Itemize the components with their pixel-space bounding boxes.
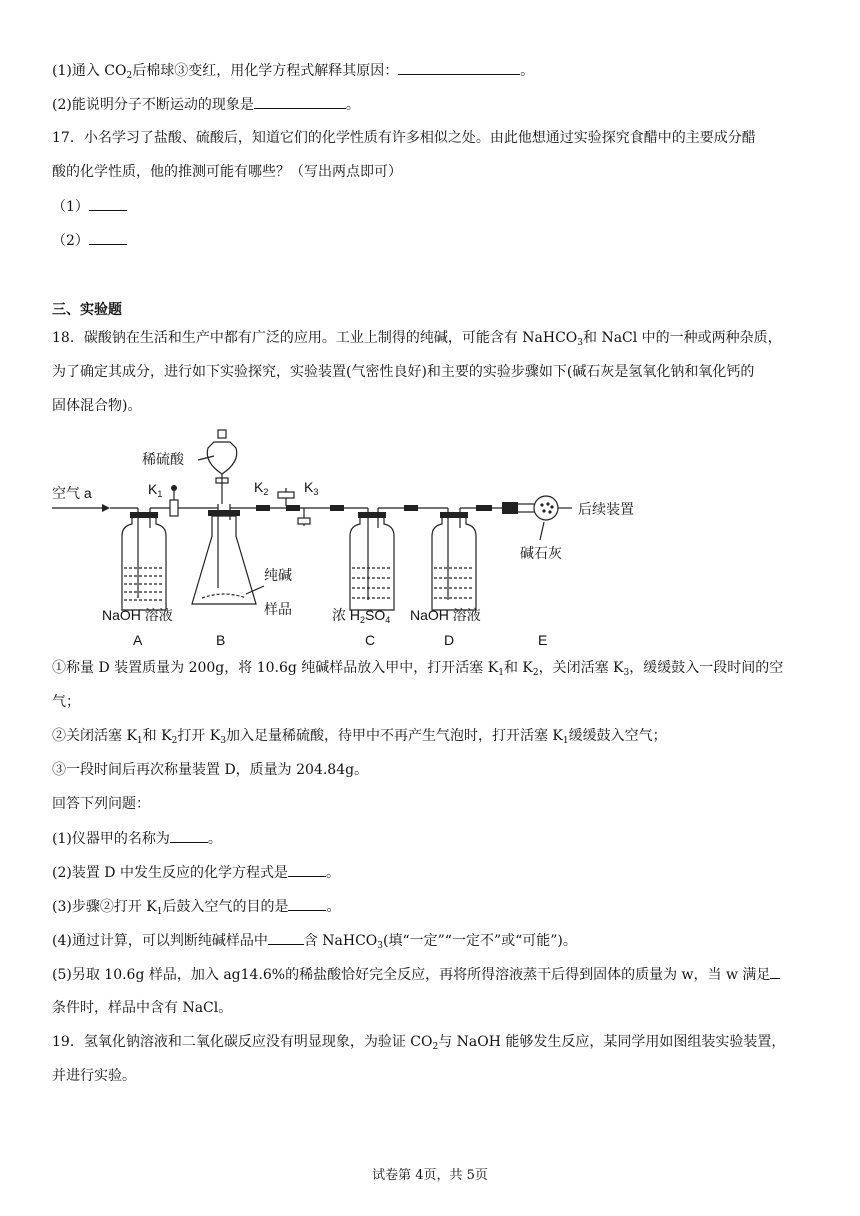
q18-step3	[52, 760, 368, 780]
q18-sub3	[52, 896, 340, 917]
bottle-a	[110, 508, 166, 610]
answer-blank[interactable]	[268, 930, 304, 945]
subq-text: (2)装置 D 中发生反应的化学方程式是	[52, 865, 288, 881]
label-naoh-d: NaOH 溶液	[410, 607, 481, 623]
q16-part1	[52, 60, 534, 81]
bottle-d	[432, 508, 476, 610]
bottle-c	[350, 508, 394, 610]
page-footer	[0, 1164, 860, 1183]
label-sample-1: 纯碱	[264, 567, 292, 583]
q16-p1-text-2: 后棉球③变红，用化学方程式解释其原因：	[132, 63, 399, 79]
letter-a: A	[133, 632, 143, 648]
label-soda-lime: 碱石灰	[520, 545, 562, 561]
subscript: 2	[432, 1042, 439, 1052]
q16-p2-text: (2)能说明分子不断运动的现象是	[52, 97, 254, 113]
punct: 。	[326, 899, 341, 915]
subscript: 3	[577, 338, 583, 348]
flask-b	[192, 504, 256, 604]
step-text: 缓缓鼓入空气；	[568, 728, 667, 744]
q19-text-2: 并进行实验。	[52, 1068, 136, 1084]
q18-step1-cont	[52, 692, 80, 712]
step-text: 和 K	[142, 728, 172, 744]
subscript: 3	[220, 736, 226, 746]
answer-blank[interactable]	[398, 60, 520, 75]
step-text: 加入足量稀硫酸，待甲中不再产生气泡时，打开活塞 K	[225, 728, 563, 744]
q18-text: 18．碳酸钠在生活和生产中都有广泛的应用。工业上制得的纯碱，可能含有 NaHCO	[52, 330, 578, 346]
q18-sub5	[52, 964, 780, 985]
q18-step1	[52, 658, 783, 678]
step-text: ，关闭活塞 K	[538, 660, 624, 676]
step-text: ①称量 D 装置质量为 200g，将 10.6g 纯碱样品放入甲中，打开活塞 K	[52, 660, 499, 676]
subscript: 3	[623, 668, 630, 678]
subq-text: (1)仪器甲的名称为	[52, 831, 170, 847]
q16-p1-text: (1)通入 CO	[52, 63, 127, 79]
q19-text: 19．氢氧化钠溶液和二氧化碳反应没有明显现象，为验证 CO	[52, 1034, 433, 1050]
apparatus-diagram	[50, 428, 660, 650]
subscript: 2	[171, 736, 178, 746]
answer-blank[interactable]	[89, 230, 127, 245]
step-text: 打开 K	[177, 728, 221, 744]
step-text: ③一段时间后再次称量装置 D，质量为 204.84g。	[52, 762, 369, 778]
q18-text-3: 固体混合物)。	[52, 398, 142, 414]
label-follow: 后续装置	[578, 501, 634, 517]
q19-line1	[52, 1032, 785, 1052]
step-text: 和 K	[503, 660, 533, 676]
label-k2: $K_2$	[254, 479, 269, 497]
q18-sub2	[52, 862, 340, 883]
q18-sub1	[52, 828, 222, 849]
q18-step2	[52, 726, 667, 746]
subq-text: (填“一定”“一定不”或“可能”)。	[383, 933, 577, 949]
subq-text: (3)步骤②打开 K	[52, 899, 157, 915]
q18-text-b: 和 NaCl 中的一种或两种杂质，	[583, 330, 782, 346]
section-title	[52, 300, 122, 320]
answer-blank[interactable]	[288, 896, 326, 911]
separatory-funnel	[207, 430, 236, 504]
q18-line2	[52, 362, 754, 382]
q18-text-2: 为了确定其成分，进行如下实验探究，实验装置(气密性良好)和主要的实验步骤如下(碱石灰是氢氧化钠和氧化钙的	[52, 364, 755, 380]
subscript: 1	[156, 907, 163, 917]
subq-text: 含 NaHCO	[303, 933, 378, 949]
q17-answer2	[52, 230, 127, 251]
subscript: 1	[562, 736, 569, 746]
label-k1: $K_1$	[148, 481, 163, 499]
q17-answer1	[52, 196, 127, 217]
punct: 。	[520, 63, 535, 79]
subq-text: (5)另取 10.6g 样品，加入 ag14.6%的稀盐酸恰好完全反应，再将所得溶液蒸干后得到固体的质量为 w，当 w 满足	[52, 967, 771, 983]
subq-text: (4)通过计算，可以判断纯碱样品中	[52, 933, 268, 949]
label-h2so4: 浓 $H_2SO_4$	[332, 607, 391, 625]
subscript: 3	[377, 941, 384, 951]
intro-text: 回答下列问题：	[52, 796, 150, 812]
answer-blank[interactable]	[288, 862, 326, 877]
q17-line2	[52, 162, 402, 182]
subq-text: 条件时，样品中含有 NaCl。	[52, 1000, 233, 1016]
step-text: ，缓缓鼓入一段时间的空	[629, 660, 784, 676]
answer-blank[interactable]	[254, 94, 346, 109]
page-number: 试卷第 4页，共 5页	[372, 1168, 488, 1183]
q18-line3	[52, 396, 141, 416]
letter-b: B	[216, 632, 226, 648]
answer-blank[interactable]	[89, 196, 127, 211]
q18-line1	[52, 328, 782, 348]
q18-sub4	[52, 930, 577, 951]
stopcock-k2-icon	[278, 492, 294, 498]
subscript: 2	[532, 668, 539, 678]
label-naoh-a: NaOH 溶液	[102, 607, 173, 623]
q17-text-2: 酸的化学性质，他的推测可能有哪些？（写出两点即可）	[52, 164, 402, 180]
label-air: 空气 a	[52, 485, 92, 501]
answer-blank[interactable]	[170, 828, 208, 843]
subscript: 2	[126, 71, 133, 81]
q18-answer-intro	[52, 794, 150, 814]
label-acid: 稀硫酸	[142, 451, 184, 467]
step-text: ②关闭活塞 K	[52, 728, 137, 744]
drying-tube-e	[518, 496, 572, 520]
answer-blank[interactable]	[770, 964, 780, 979]
label-sample-2: 样品	[264, 601, 292, 617]
subq-text: 后鼓入空气的目的是	[162, 899, 289, 915]
step-text: 气；	[52, 694, 80, 710]
letter-c: C	[365, 632, 376, 648]
section-title-text: 三、实验题	[52, 302, 122, 318]
q17-line1	[52, 128, 756, 148]
answer-label: （1）	[52, 199, 89, 215]
subscript: 1	[136, 736, 143, 746]
q19-text-b: 与 NaOH 能够发生反应，某同学用如图组装实验装置，	[438, 1034, 786, 1050]
punct: 。	[325, 865, 340, 881]
punct: 。	[345, 97, 360, 113]
stopcock-k1-icon	[170, 500, 178, 516]
letter-d: D	[444, 632, 455, 648]
q17-text: 17．小名学习了盐酸、硫酸后，知道它们的化学性质有许多相似之处。由此他想通过实验探究食醋中的主要成分醋	[52, 130, 756, 146]
answer-label: （2）	[52, 233, 89, 249]
q19-line2	[52, 1066, 136, 1086]
subscript: 1	[498, 668, 504, 678]
q16-part2	[52, 94, 360, 115]
label-k3: $K_3$	[304, 479, 319, 497]
stopcock-k3-icon	[298, 518, 310, 524]
punct: 。	[207, 831, 222, 847]
letter-e: E	[538, 632, 548, 648]
arrow-head-icon	[102, 504, 110, 512]
q18-sub5-cont	[52, 998, 232, 1018]
